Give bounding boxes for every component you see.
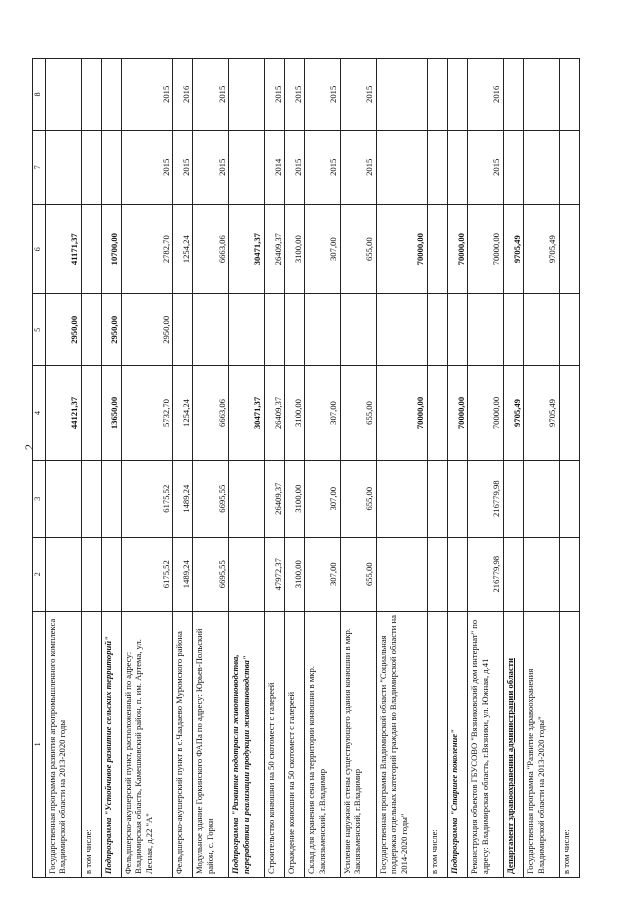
row-name: Подпрограмма "Развитие подотрасли животноводства, переработки и реализации продукции животноводства" — [230, 654, 251, 874]
column-number: 7 — [33, 130, 46, 204]
value-cell-c5 — [173, 294, 193, 366]
value-cell-c4: 44121,37 — [46, 366, 82, 461]
value-cell-c3 — [448, 460, 468, 537]
row-name: в том числе: — [82, 829, 93, 874]
table-row — [193, 59, 229, 878]
value-cell-c2: 216779,98 — [468, 537, 504, 611]
value-cell-c8 — [229, 59, 265, 131]
value-cell-c6: 307,00 — [305, 204, 341, 294]
table-row — [559, 59, 579, 878]
value-cell-c5 — [376, 294, 427, 366]
value-cell-c8 — [101, 59, 121, 131]
value-cell-c6: 655,00 — [340, 204, 376, 294]
value-cell-c7 — [448, 130, 468, 204]
value-cell-c5 — [229, 294, 265, 366]
value-cell-c7: 2015 — [468, 130, 504, 204]
value-cell-c2 — [376, 537, 427, 611]
value-cell-c4 — [81, 366, 101, 461]
row-name: Модульное здание Горкинского ФАПа по адресу: Юрьев-Польский район, с. Горки — [194, 628, 215, 874]
value-cell-c4: 5732,70 — [121, 366, 172, 461]
row-name-cell — [229, 611, 265, 877]
value-cell-c5 — [524, 294, 560, 366]
value-cell-c8 — [503, 59, 523, 131]
table-row — [264, 59, 284, 878]
row-name: Государственная программа развития агропромышленного комплекса Владимирской области на 2013-2020 годы — [47, 618, 68, 874]
value-cell-c3: 216779,98 — [468, 460, 504, 537]
value-cell-c3 — [81, 460, 101, 537]
value-cell-c2 — [229, 537, 265, 611]
row-name: Реконструкция объектов ГБУСОВО "Вязниковский дом интернат" по адресу: Владимирская область, г.Вязники, ул. Южная, д.41 — [469, 619, 490, 874]
value-cell-c8: 2016 — [173, 59, 193, 131]
row-name-cell — [121, 611, 172, 877]
row-name: Подпрограмма "Старшее поколение" — [449, 729, 460, 874]
value-cell-c3: 3100,00 — [285, 460, 305, 537]
value-cell-c6: 3100,00 — [285, 204, 305, 294]
row-name: в том числе: — [428, 829, 439, 874]
table-row — [376, 59, 427, 878]
value-cell-c2: 47972,37 — [264, 537, 284, 611]
value-cell-c2 — [559, 537, 579, 611]
value-cell-c2 — [46, 537, 82, 611]
value-cell-c8: 2015 — [264, 59, 284, 131]
row-name-cell — [448, 611, 468, 877]
table-row — [468, 59, 504, 878]
value-cell-c2 — [101, 537, 121, 611]
value-cell-c8 — [46, 59, 82, 131]
value-cell-c7 — [524, 130, 560, 204]
value-cell-c3 — [427, 460, 447, 537]
value-cell-c6: 70000,00 — [448, 204, 468, 294]
column-number: 5 — [33, 294, 46, 366]
value-cell-c3: 1489,24 — [173, 460, 193, 537]
table-row — [305, 59, 341, 878]
column-number: 2 — [33, 537, 46, 611]
value-cell-c8: 2016 — [468, 59, 504, 131]
value-cell-c3: 6695,55 — [193, 460, 229, 537]
value-cell-c5 — [264, 294, 284, 366]
value-cell-c8: 2015 — [121, 59, 172, 131]
table-row — [285, 59, 305, 878]
row-name: Государственная программа "Развитие здравоохранения Владимирской области на 2013-2020 годы" — [525, 668, 546, 874]
value-cell-c4: 70000,00 — [468, 366, 504, 461]
value-cell-c4: 70000,00 — [376, 366, 427, 461]
value-cell-c3: 26409,37 — [264, 460, 284, 537]
value-cell-c7: 2015 — [121, 130, 172, 204]
value-cell-c8 — [81, 59, 101, 131]
table-row — [427, 59, 447, 878]
column-number: 6 — [33, 204, 46, 294]
row-name: Склад для хранения сена на территории конюшни в мкр. Заклязьменский, г.Владимир — [306, 666, 327, 874]
row-name: Фельдшерско-акушерский пункт в с.Чаадаево Муромского района — [174, 631, 185, 874]
table-row — [173, 59, 193, 878]
value-cell-c3 — [559, 460, 579, 537]
value-cell-c5: 2950,00 — [101, 294, 121, 366]
row-name: Строительство конюшни на 50 скотомест с галереей — [265, 682, 276, 874]
table-row — [46, 59, 82, 878]
value-cell-c6: 30471,37 — [229, 204, 265, 294]
row-name-cell — [559, 611, 579, 877]
row-name-cell — [376, 611, 427, 877]
table-row — [503, 59, 523, 878]
row-name-cell — [264, 611, 284, 877]
value-cell-c2: 6175,52 — [121, 537, 172, 611]
value-cell-c8: 2015 — [305, 59, 341, 131]
value-cell-c3 — [503, 460, 523, 537]
value-cell-c5 — [468, 294, 504, 366]
value-cell-c6: 70000,00 — [468, 204, 504, 294]
value-cell-c8 — [427, 59, 447, 131]
table-row — [229, 59, 265, 878]
row-name: Подпрограмма "Устойчивое развитие сельских территорий" — [102, 636, 113, 874]
value-cell-c3 — [46, 460, 82, 537]
value-cell-c4 — [427, 366, 447, 461]
value-cell-c8 — [524, 59, 560, 131]
value-cell-c3 — [376, 460, 427, 537]
value-cell-c2 — [524, 537, 560, 611]
value-cell-c4: 655,00 — [340, 366, 376, 461]
value-cell-c6: 26409,37 — [264, 204, 284, 294]
row-name-cell — [305, 611, 341, 877]
row-name-cell — [340, 611, 376, 877]
value-cell-c5 — [340, 294, 376, 366]
value-cell-c3 — [229, 460, 265, 537]
value-cell-c7: 2014 — [264, 130, 284, 204]
value-cell-c7: 2015 — [193, 130, 229, 204]
value-cell-c5 — [81, 294, 101, 366]
value-cell-c3 — [101, 460, 121, 537]
value-cell-c4: 70000,00 — [448, 366, 468, 461]
value-cell-c4: 26409,37 — [264, 366, 284, 461]
value-cell-c6: 2782,70 — [121, 204, 172, 294]
row-name-cell — [173, 611, 193, 877]
row-name: Усиление наружной стены существующего здания конюшни в мкр. Заклязьменский, г.Владимир — [341, 628, 363, 874]
value-cell-c8: 2015 — [193, 59, 229, 131]
table-row — [101, 59, 121, 878]
value-cell-c7 — [229, 130, 265, 204]
value-cell-c7 — [427, 130, 447, 204]
row-name-cell — [285, 611, 305, 877]
row-name: Государственная программа Владимирской области "Социальная поддержка отдельных категорий граждан во Владимирской области на 2014-2020 годы" — [377, 615, 409, 874]
value-cell-c4: 1254,24 — [173, 366, 193, 461]
value-cell-c2 — [427, 537, 447, 611]
value-cell-c4: 13650,00 — [101, 366, 121, 461]
value-cell-c4: 9705,49 — [503, 366, 523, 461]
value-cell-c5 — [193, 294, 229, 366]
value-cell-c4: 307,00 — [305, 366, 341, 461]
row-name-cell — [101, 611, 121, 877]
value-cell-c6: 70000,00 — [376, 204, 427, 294]
column-number: 8 — [33, 59, 46, 131]
value-cell-c7 — [81, 130, 101, 204]
column-number: 3 — [33, 460, 46, 537]
value-cell-c6 — [559, 204, 579, 294]
value-cell-c8 — [376, 59, 427, 131]
table-body — [46, 59, 580, 878]
value-cell-c6: 41171,37 — [46, 204, 82, 294]
value-cell-c7 — [376, 130, 427, 204]
value-cell-c2: 1489,24 — [173, 537, 193, 611]
value-cell-c3: 6175,52 — [121, 460, 172, 537]
value-cell-c5 — [559, 294, 579, 366]
value-cell-c7 — [101, 130, 121, 204]
value-cell-c5 — [448, 294, 468, 366]
value-cell-c7 — [46, 130, 82, 204]
value-cell-c4 — [559, 366, 579, 461]
value-cell-c2 — [81, 537, 101, 611]
value-cell-c2 — [448, 537, 468, 611]
page-number: 2 — [22, 444, 36, 450]
value-cell-c4: 3100,00 — [285, 366, 305, 461]
value-cell-c5: 2950,00 — [121, 294, 172, 366]
value-cell-c6: 1254,24 — [173, 204, 193, 294]
value-cell-c6: 9705,49 — [503, 204, 523, 294]
value-cell-c7 — [503, 130, 523, 204]
row-name-cell — [524, 611, 560, 877]
column-number-row — [33, 59, 46, 878]
value-cell-c7: 2015 — [173, 130, 193, 204]
value-cell-c3: 655,00 — [340, 460, 376, 537]
value-cell-c2 — [503, 537, 523, 611]
column-number: 1 — [33, 611, 46, 877]
row-name-cell — [503, 611, 523, 877]
value-cell-c4: 6663,06 — [193, 366, 229, 461]
value-cell-c7: 2015 — [305, 130, 341, 204]
value-cell-c5: 2950,00 — [46, 294, 82, 366]
value-cell-c6 — [427, 204, 447, 294]
row-name: Ограждение конюшни на 50 скотомест с галереей — [286, 691, 297, 874]
value-cell-c6: 9705,49 — [524, 204, 560, 294]
column-number: 4 — [33, 366, 46, 461]
value-cell-c8 — [448, 59, 468, 131]
table-row — [121, 59, 172, 878]
value-cell-c2: 6695,55 — [193, 537, 229, 611]
value-cell-c4: 9705,49 — [524, 366, 560, 461]
row-name-cell — [46, 611, 82, 877]
row-name-cell — [427, 611, 447, 877]
value-cell-c7: 2015 — [285, 130, 305, 204]
value-cell-c6: 10700,00 — [101, 204, 121, 294]
value-cell-c5 — [503, 294, 523, 366]
value-cell-c6: 6663,06 — [193, 204, 229, 294]
table-row — [524, 59, 560, 878]
value-cell-c5 — [305, 294, 341, 366]
value-cell-c7 — [559, 130, 579, 204]
value-cell-c7: 2015 — [340, 130, 376, 204]
value-cell-c4: 30471,37 — [229, 366, 265, 461]
value-cell-c8: 2015 — [285, 59, 305, 131]
value-cell-c8 — [559, 59, 579, 131]
value-cell-c2: 655,00 — [340, 537, 376, 611]
value-cell-c5 — [285, 294, 305, 366]
row-name-cell — [81, 611, 101, 877]
construction-objects-table-wrapper — [32, 58, 580, 878]
value-cell-c3: 307,00 — [305, 460, 341, 537]
row-name-cell — [193, 611, 229, 877]
row-name-cell — [468, 611, 504, 877]
table-row — [340, 59, 376, 878]
value-cell-c5 — [427, 294, 447, 366]
value-cell-c2: 307,00 — [305, 537, 341, 611]
row-name: в том числе: — [560, 829, 571, 874]
table-row — [448, 59, 468, 878]
value-cell-c8: 2015 — [340, 59, 376, 131]
construction-objects-table — [32, 58, 580, 878]
value-cell-c3 — [524, 460, 560, 537]
row-name: Департамент здравоохранения администрации области — [504, 658, 515, 874]
value-cell-c6 — [81, 204, 101, 294]
row-name: Фельдшерско-акушерский пункт, расположенный по адресу: Владимирская область, Камешковский район, п. им. Артема, ул. Лесная, д.22 "А" — [122, 639, 154, 874]
table-row — [81, 59, 101, 878]
value-cell-c2: 3100,00 — [285, 537, 305, 611]
